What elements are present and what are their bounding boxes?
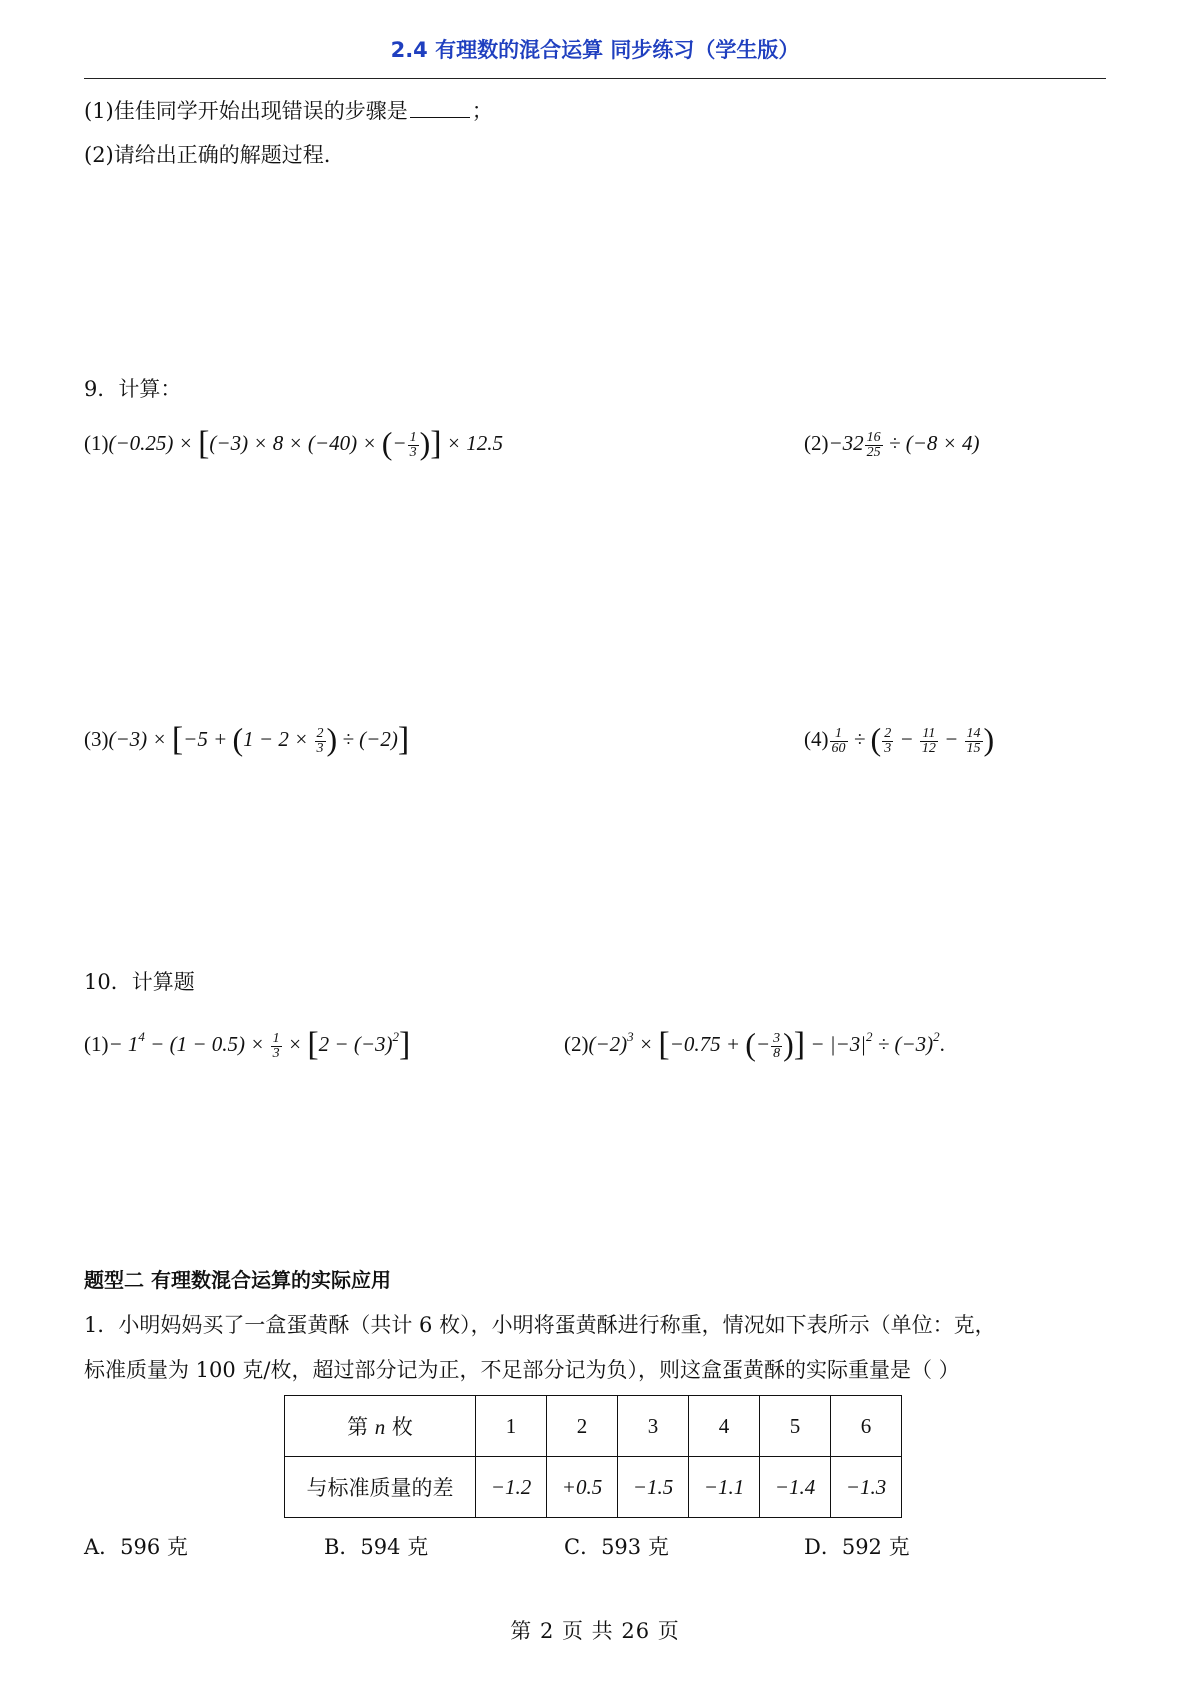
q9-p4-a: ÷ (848, 727, 871, 751)
q9-p3-c: 1 − 2 × (243, 727, 314, 751)
table-cell: 6 (831, 1396, 902, 1457)
q9-part2 (804, 428, 980, 460)
q9-part3 (84, 721, 410, 758)
q9-p1-b: (−3) × 8 × (−40) × (209, 431, 382, 455)
fraction: $\frac{14}{15}$ (966, 725, 981, 756)
answer-blank (410, 99, 470, 118)
q10-p2-f: ÷ (−3) (872, 1032, 934, 1056)
paren-right: ) (419, 425, 431, 461)
header-divider (84, 78, 1106, 79)
exponent: 2 (865, 1029, 873, 1044)
option-d: D．592 克 (804, 1535, 910, 1559)
q10-p1-b: − (1 − 0.5) × (144, 1032, 270, 1056)
q10-p2-e: − |−3| (805, 1032, 866, 1056)
fraction: $\frac{1}{60}$ (831, 725, 846, 756)
paren-left: ( (381, 425, 393, 461)
paren-right: ) (983, 721, 995, 757)
exponent: 2 (392, 1029, 399, 1044)
section-heading: 题型二 有理数混合运算的实际应用 (84, 1268, 391, 1292)
fraction: $\frac{3}{8}$ (773, 1030, 781, 1061)
q9-p2-a: −32 (828, 431, 864, 455)
exponent: 2 (933, 1029, 940, 1044)
option-c: C．593 克 (564, 1535, 669, 1559)
q10-p1-a: − 1 (108, 1032, 139, 1056)
exponent: 4 (138, 1029, 145, 1044)
q10-p1-label: (1) (84, 1032, 109, 1056)
q8-part1-text: (1)佳佳同学开始出现错误的步骤是 (84, 99, 408, 123)
q10-p2-c: −0.75 + (669, 1032, 746, 1056)
q9-p1-c: − (392, 431, 407, 455)
weight-table (284, 1395, 902, 1518)
option-b: B．594 克 (324, 1535, 429, 1559)
q8-part2: (2)请给出正确的解题过程. (84, 143, 331, 167)
fraction: $\frac{1}{3}$ (409, 429, 417, 460)
q9-p3-label: (3) (84, 727, 109, 751)
q9-p1-label: (1) (84, 431, 109, 455)
table-cell: −1.2 (476, 1457, 547, 1518)
q10-p1-d: 2 − (−3) (318, 1032, 393, 1056)
paren-left: ( (870, 721, 882, 757)
fraction: $\frac{2}{3}$ (884, 725, 892, 756)
q9-part4 (804, 721, 995, 757)
fraction: $\frac{11}{12}$ (921, 725, 936, 756)
table-cell: +0.5 (547, 1457, 618, 1518)
q9-p1-a: (−0.25) × (108, 431, 199, 455)
table-cell: −1.5 (618, 1457, 689, 1518)
table-header-cell: 第 n 枚 (285, 1396, 476, 1457)
q9-p3-b: −5 + (183, 727, 233, 751)
s2-q1-line1: 1．小明妈妈买了一盒蛋黄酥（共计 6 枚），小明将蛋黄酥进行称重，情况如下表所示（单位：克， (84, 1313, 996, 1337)
paren-right: ) (783, 1026, 794, 1062)
q10-title: 10．计算题 (84, 970, 195, 994)
q10-p2-g: . (939, 1032, 945, 1056)
bracket-right: ] (399, 1026, 411, 1063)
table-cell: −1.4 (760, 1457, 831, 1518)
exponent: 3 (627, 1029, 634, 1044)
q8-part1 (84, 96, 493, 126)
page-header-title: 2.4 有理数的混合运算 同步练习（学生版） (390, 38, 800, 62)
table-cell: 5 (760, 1396, 831, 1457)
table-cell: 3 (618, 1396, 689, 1457)
bracket-right: ] (397, 721, 410, 758)
q9-p2-b: ÷ (−8 × 4) (883, 431, 980, 455)
minus-sign: − (894, 727, 919, 751)
bracket-right: ] (793, 1026, 806, 1063)
table-header-cell: 与标准质量的差 (285, 1457, 476, 1518)
table-cell: 4 (689, 1396, 760, 1457)
q9-p4-label: (4) (804, 727, 829, 751)
option-a: A．596 克 (84, 1535, 188, 1559)
paren-right: ) (326, 721, 338, 757)
table-cell: 2 (547, 1396, 618, 1457)
q10-p2-label: (2) (564, 1032, 589, 1056)
bracket-left: [ (171, 721, 184, 758)
q10-p2-d: − (755, 1032, 771, 1056)
bracket-right: ] (430, 425, 442, 462)
q10-p2-b: × (633, 1032, 659, 1056)
bracket-left: [ (658, 1026, 670, 1063)
bracket-left: [ (307, 1026, 319, 1063)
page-number-footer: 第 2 页 共 26 页 (510, 1619, 680, 1643)
q10-part2 (564, 1022, 945, 1061)
q9-p2-label: (2) (804, 431, 829, 455)
fraction: $\frac{2}{3}$ (316, 725, 324, 756)
q10-part1 (84, 1022, 410, 1061)
q8-part1-end: ； (471, 99, 493, 123)
table-cell: −1.3 (831, 1457, 902, 1518)
fraction: $\frac{16}{25}$ (866, 429, 881, 460)
table-row (285, 1457, 902, 1518)
q9-part1 (84, 425, 503, 462)
q9-p1-d: × 12.5 (441, 431, 503, 455)
table-cell: 1 (476, 1396, 547, 1457)
table-cell: −1.1 (689, 1457, 760, 1518)
q10-p2-a: (−2) (588, 1032, 628, 1056)
q9-p3-a: (−3) × (108, 727, 172, 751)
bracket-left: [ (198, 425, 210, 462)
table-row (285, 1396, 902, 1457)
q9-title: 9．计算： (84, 377, 182, 401)
q9-p3-d: ÷ (−2) (337, 727, 398, 751)
s2-q1-line2: 标准质量为 100 克/枚，超过部分记为正，不足部分记为负），则这盒蛋黄酥的实际重量是（ ） (84, 1358, 960, 1382)
minus-sign: − (938, 727, 964, 751)
paren-left: ( (232, 721, 244, 757)
q10-p1-c: × (282, 1032, 308, 1056)
fraction: $\frac{1}{3}$ (272, 1030, 280, 1061)
paren-left: ( (745, 1026, 756, 1062)
